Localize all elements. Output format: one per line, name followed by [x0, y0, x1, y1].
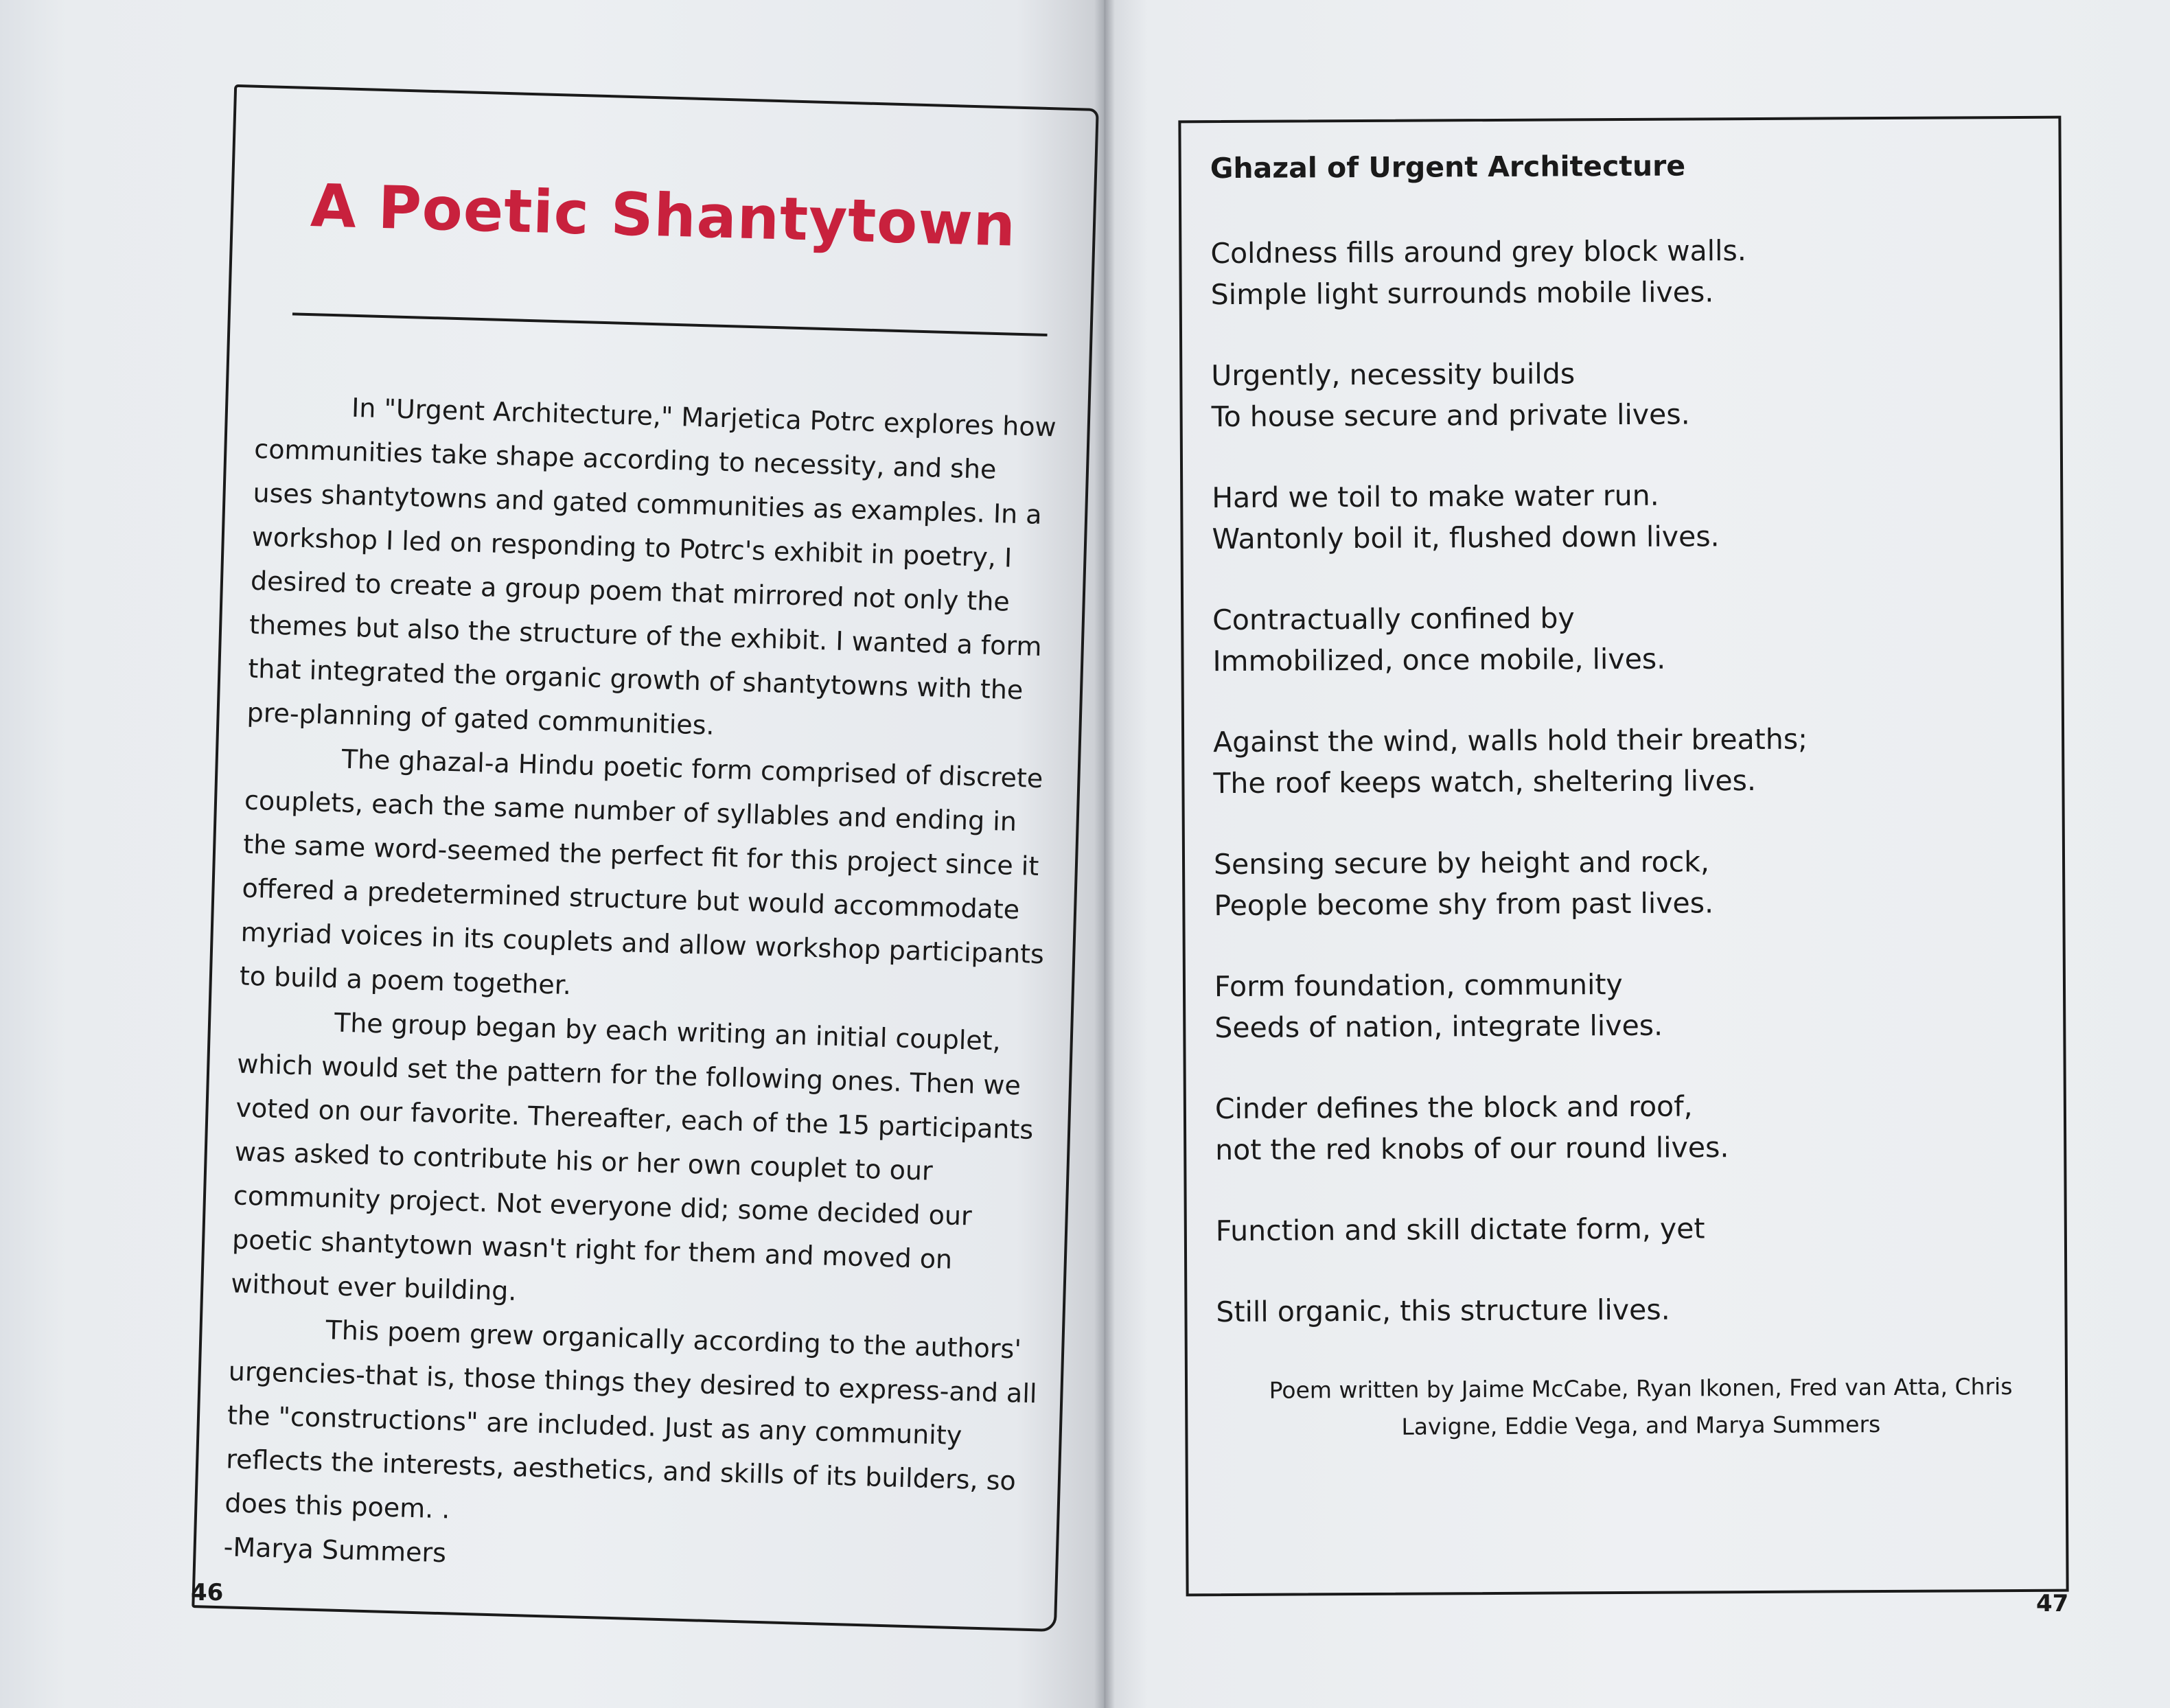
poem-line: Function and skill dictate form, yet: [1215, 1212, 1705, 1248]
poem-couplet: [1216, 1287, 2040, 1332]
poem-couplet: [1214, 962, 2039, 1048]
poem-line: Urgently, necessity builds: [1211, 357, 1575, 393]
poem-line: Coldness fills around grey block walls.: [1210, 234, 1746, 270]
book-gutter: [1094, 0, 1115, 1708]
poem-line: Wantonly boil it, flushed down lives.: [1212, 520, 1720, 556]
poem-line: Simple light surrounds mobile lives.: [1210, 275, 1714, 312]
poem-couplet: [1212, 595, 2037, 682]
poem-line: Seeds of nation, integrate lives.: [1214, 1008, 1663, 1045]
poem-couplet: [1211, 351, 2035, 437]
left-page-frame: [192, 84, 1098, 1632]
poem-line: Still organic, this structure lives.: [1216, 1293, 1670, 1329]
essay-paragraph: In "Urgent Architecture," Marjetica Potrc explores how communities take shape according to necessity, and she uses shantytowns and gated communities as examples. In a workshop I led on responding to Potrc's exhibit in poetry, I desired to create a group poem that mirrored not only the themes but also the structure of the exhibit. I wanted a form that integrated the organic growth of shantytowns with the pre-planning of gated communities.: [246, 392, 1057, 741]
poem-line: The roof keeps watch, sheltering lives.: [1213, 763, 1757, 800]
page-title: A Poetic Shantytown: [309, 172, 1017, 260]
poem-line: not the red knobs of our round lives.: [1215, 1131, 1729, 1167]
poem-couplet: [1215, 1084, 2040, 1170]
poem-line: Immobilized, once mobile, lives.: [1212, 642, 1666, 678]
poem-couplet: [1216, 1206, 2040, 1251]
essay-paragraph: The group began by each writing an initial couplet, which would set the pattern for the following ones. Then we voted on our favorite. Thereafter, each of the 15 participants was asked to contribute his or her own couplet to our community project. Not everyone did; some decided our poetic shantytown wasn't right for them and moved on without ever building.: [230, 1007, 1034, 1307]
poem-line: Sensing secure by height and rock,: [1213, 845, 1710, 881]
poem-couplet: [1213, 717, 2038, 804]
essay-paragraph: The ghazal-a Hindu poetic form comprised of discrete couplets, each the same number of syllables and ending in the same word-seemed the perfect fit for this project since it offered a predetermined structure but would accommodate myriad voices in its couplets and allow workshop participants to build a poem together.: [239, 743, 1045, 1001]
poem-line: Cinder defines the block and roof,: [1214, 1089, 1693, 1126]
poem-line: People become shy from past lives.: [1214, 886, 1714, 923]
poem-line: To house secure and private lives.: [1211, 397, 1690, 434]
poem-line: Form foundation, community: [1214, 968, 1623, 1004]
poem-body: [1210, 229, 2040, 1372]
poem-couplet: [1212, 473, 2036, 559]
poem-line: Hard we toil to make water run.: [1212, 478, 1659, 515]
essay-signature: -Marya Summers: [223, 1532, 447, 1569]
poem-couplet: [1214, 840, 2038, 926]
page-number-left: 46: [191, 1579, 224, 1606]
poem-title: Ghazal of Urgent Architecture: [1210, 149, 1686, 185]
poem-credit: Poem written by Jaime McCabe, Ryan Ikonen, Fred van Atta, Chris Lavigne, Eddie Vega, and Marya Summers: [1269, 1373, 2013, 1440]
page-number-right: 47: [2036, 1590, 2069, 1617]
essay-body: [223, 383, 1066, 1591]
poem-line: Contractually confined by: [1212, 601, 1575, 637]
poem-line: Against the wind, walls hold their breaths;: [1212, 722, 1808, 759]
essay-paragraph: This poem grew organically according to the authors' urgencies-that is, those things they desired to express-and all the "constructions" are included. Just as any community reflects the interests, aesthetics, and skills of its builders, so does this poem. .: [224, 1315, 1038, 1525]
poem-couplet: [1210, 229, 2035, 315]
title-divider: [292, 312, 1048, 336]
right-page-frame: [1178, 116, 2068, 1597]
